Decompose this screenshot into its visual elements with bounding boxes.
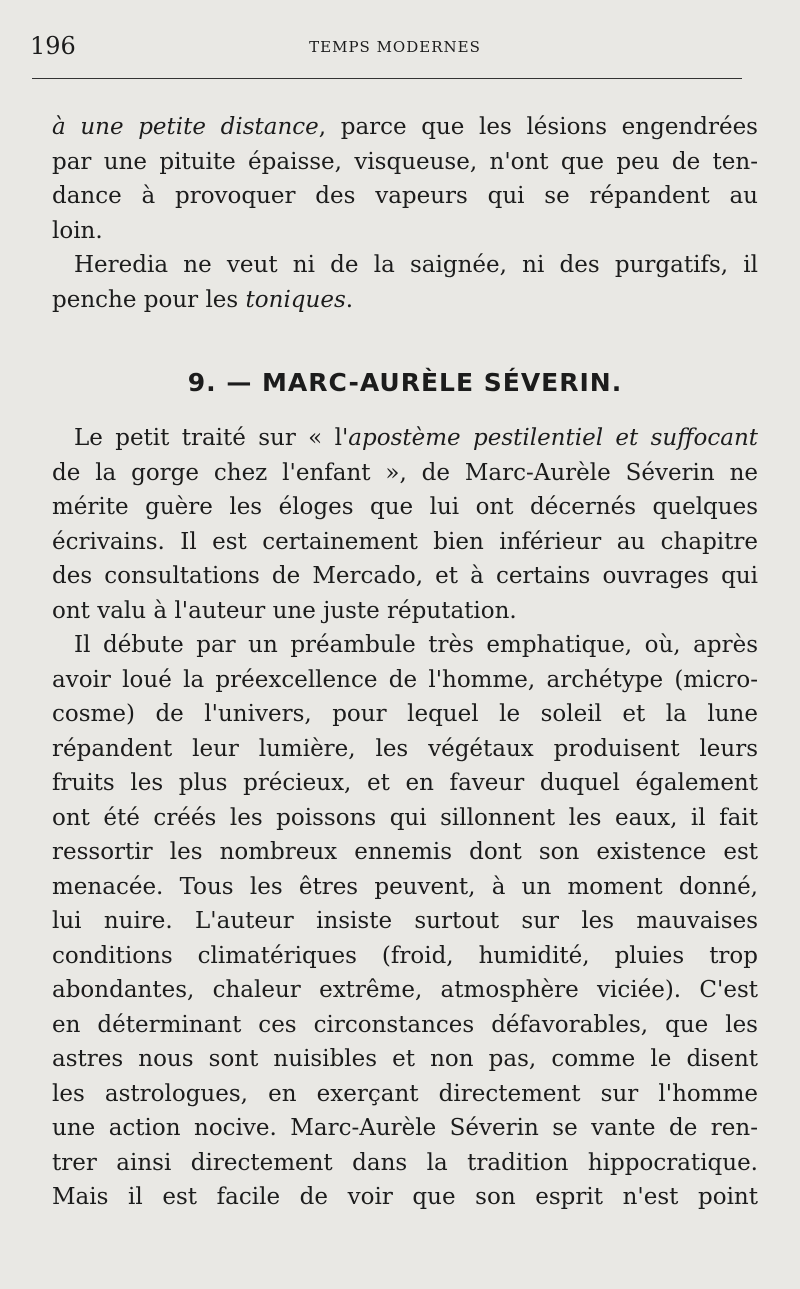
text-line: ont été créés les poissons qui sillonnent les eaux, il fait (52, 804, 758, 831)
text-line: Le petit traité sur « l'apostème pestilentiel et suffocant (74, 425, 758, 451)
section-heading: 9. — MARC-AURÈLE SÉVERIN. (187, 368, 623, 397)
paragraph-3 (52, 421, 758, 628)
text-line: des consultations de Mercado, et à certains ouvrages qui (52, 563, 758, 589)
text-line: loin. (52, 217, 103, 244)
text-line: fruits les plus précieux, et en faveur duquel également (52, 770, 758, 796)
text-line: conditions climatériques (froid, humidité, pluies trop (52, 942, 758, 969)
text-line: cosme) de l'univers, pour lequel le soleil et la lune (52, 701, 758, 727)
text-line: Heredia ne veut ni de la saignée, ni des purgatifs, il (74, 252, 758, 278)
text-line: trer ainsi directement dans la tradition hippocratique. (52, 1149, 758, 1176)
text-line: par une pituite épaisse, visqueuse, n'ont que peu de ten- (52, 148, 758, 175)
text-line: écrivains. Il est certainement bien inférieur au chapitre (52, 528, 758, 555)
text-line: dance à provoquer des vapeurs qui se répandent au (52, 183, 758, 209)
text-line: mérite guère les éloges que lui ont décernés quelques (52, 494, 758, 520)
running-title: TEMPS MODERNES (309, 38, 481, 56)
text-line: Il débute par un préambule très emphatique, où, après (74, 632, 758, 658)
text-line: penche pour les toniques. (52, 286, 354, 313)
text-line: Mais il est facile de voir que son esprit n'est point (52, 1184, 758, 1210)
running-header (30, 32, 760, 62)
text-line: les astrologues, en exerçant directement sur l'homme (52, 1080, 758, 1107)
text-line: de la gorge chez l'enfant », de Marc-Aurèle Séverin ne (52, 459, 758, 486)
text-line: répandent leur lumière, les végétaux produisent leurs (52, 735, 758, 762)
text-line: une action nocive. Marc-Aurèle Séverin se vante de ren- (52, 1115, 758, 1141)
text-line: lui nuire. L'auteur insiste surtout sur les mauvaises (52, 908, 758, 934)
header-rule (32, 78, 742, 79)
text-line: abondantes, chaleur extrême, atmosphère viciée). C'est (52, 977, 758, 1003)
text-line: ressortir les nombreux ennemis dont son existence est (52, 839, 758, 865)
text-line: astres nous sont nuisibles et non pas, comme le disent (52, 1046, 758, 1072)
text-line: avoir loué la préexcellence de l'homme, archétype (micro- (52, 666, 758, 693)
text-line: en déterminant ces circonstances défavorables, que les (52, 1011, 758, 1038)
text-body (52, 110, 758, 1215)
page-number: 196 (30, 32, 76, 60)
text-line: à une petite distance, parce que les lésions engendrées (52, 114, 758, 140)
paragraph-4 (52, 628, 758, 1215)
paragraph-1 (52, 110, 758, 248)
text-line: menacée. Tous les êtres peuvent, à un moment donné, (52, 873, 758, 900)
paragraph-2 (52, 248, 758, 317)
text-line: ont valu à l'auteur une juste réputation. (52, 597, 517, 624)
